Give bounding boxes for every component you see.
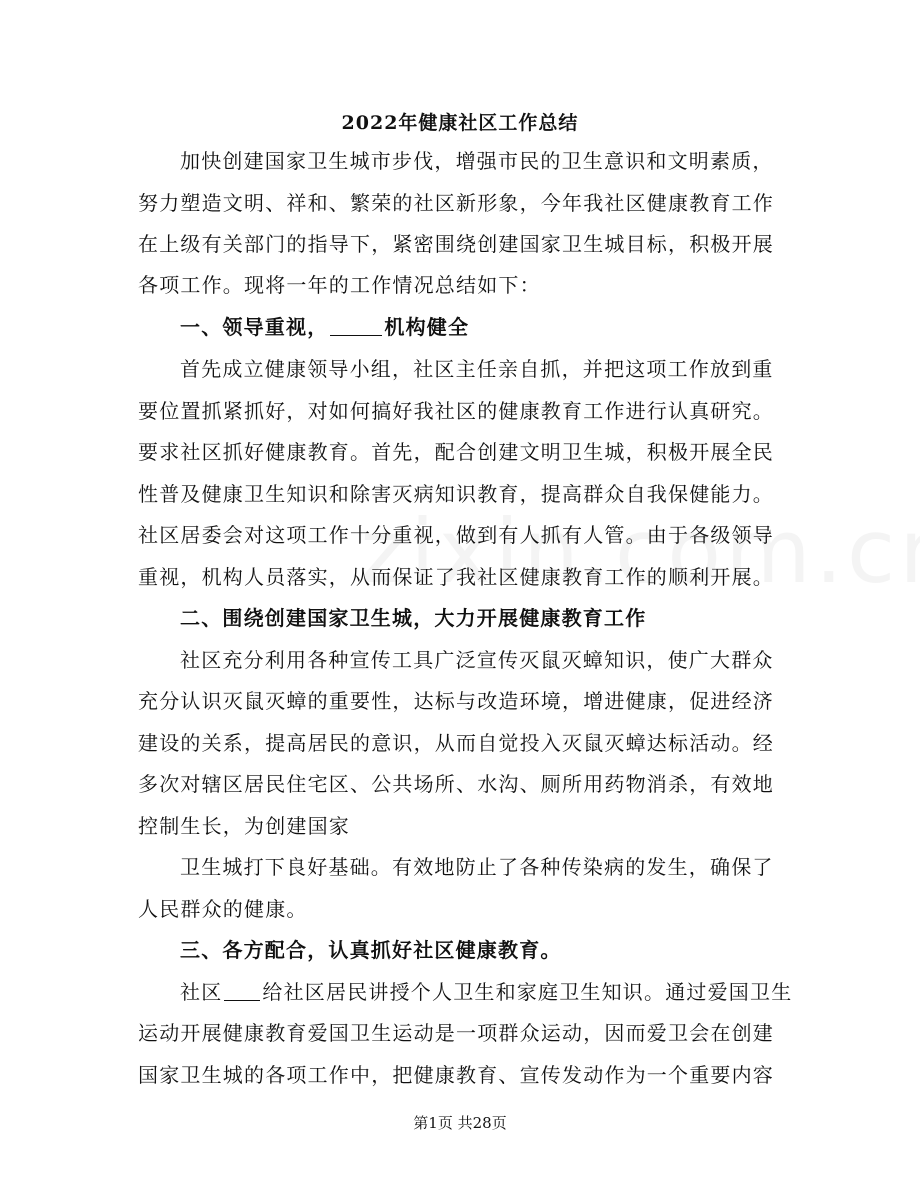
section1-line: 性普及健康卫生知识和除害灭病知识教育，提高群众自我保健能力。 (138, 482, 774, 506)
section3-line: 运动开展健康教育爱国卫生运动是一项群众运动，因而爱卫会在创建 (138, 1021, 774, 1045)
heading-text: 一、领导重视， (180, 315, 329, 339)
section2-line: 控制生长，为创建国家 (138, 814, 350, 838)
blank-underline (330, 315, 382, 336)
heading-text: 机构健全 (384, 315, 470, 339)
page-number-footer: 第1页 共28页 (413, 1114, 507, 1132)
section1-line: 社区居委会对这项工作十分重视，做到有人抓有人管。由于各级领导 (138, 523, 774, 547)
section1-line: 要位置抓紧抓好，对如何搞好我社区的健康教育工作进行认真研究。 (138, 399, 774, 423)
section1-line: 首先成立健康领导小组，社区主任亲自抓，并把这项工作放到重 (180, 357, 774, 381)
intro-line: 加快创建国家卫生城市步伐，增强市民的卫生意识和文明素质， (180, 149, 774, 173)
section2-line: 人民群众的健康。 (138, 897, 308, 921)
blank-underline (224, 980, 260, 1001)
section3-line (180, 977, 793, 1007)
section2-line: 充分认识灭鼠灭蟑的重要性，达标与改造环境，增进健康，促进经济 (138, 689, 774, 713)
intro-line: 各项工作。现将一年的工作情况总结如下： (138, 273, 541, 297)
section2-line: 多次对辖区居民住宅区、公共场所、水沟、厕所用药物消杀，有效地 (138, 772, 774, 796)
section-heading-3: 三、各方配合，认真抓好社区健康教育。 (180, 938, 562, 962)
section3-text: 给社区居民讲授个人卫生和家庭卫生知识。通过爱国卫生 (262, 980, 793, 1004)
section1-line: 要求社区抓好健康教育。首先，配合创建文明卫生城，积极开展全民 (138, 440, 774, 464)
section2-line: 社区充分利用各种宣传工具广泛宣传灭鼠灭蟑知识，使广大群众 (180, 648, 774, 672)
section2-line: 卫生城打下良好基础。有效地防止了各种传染病的发生，确保了 (180, 855, 774, 879)
section-heading-1 (180, 312, 790, 342)
section3-line: 国家卫生城的各项工作中，把健康教育、宣传发动作为一个重要内容 (138, 1063, 774, 1087)
intro-line: 努力塑造文明、祥和、繁荣的社区新形象，今年我社区健康教育工作 (138, 191, 774, 215)
section1-line: 重视，机构人员落实，从而保证了我社区健康教育工作的顺利开展。 (138, 565, 774, 589)
intro-line: 在上级有关部门的指导下，紧密围绕创建国家卫生城目标，积极开展 (138, 232, 774, 256)
section3-text: 社区 (180, 980, 223, 1004)
section-heading-2: 二、围绕创建国家卫生城，大力开展健康教育工作 (180, 606, 647, 630)
section2-line: 建设的关系，提高居民的意识，从而自觉投入灭鼠灭蟑达标活动。经 (138, 731, 774, 755)
document-title: 2022年健康社区工作总结 (341, 112, 579, 134)
